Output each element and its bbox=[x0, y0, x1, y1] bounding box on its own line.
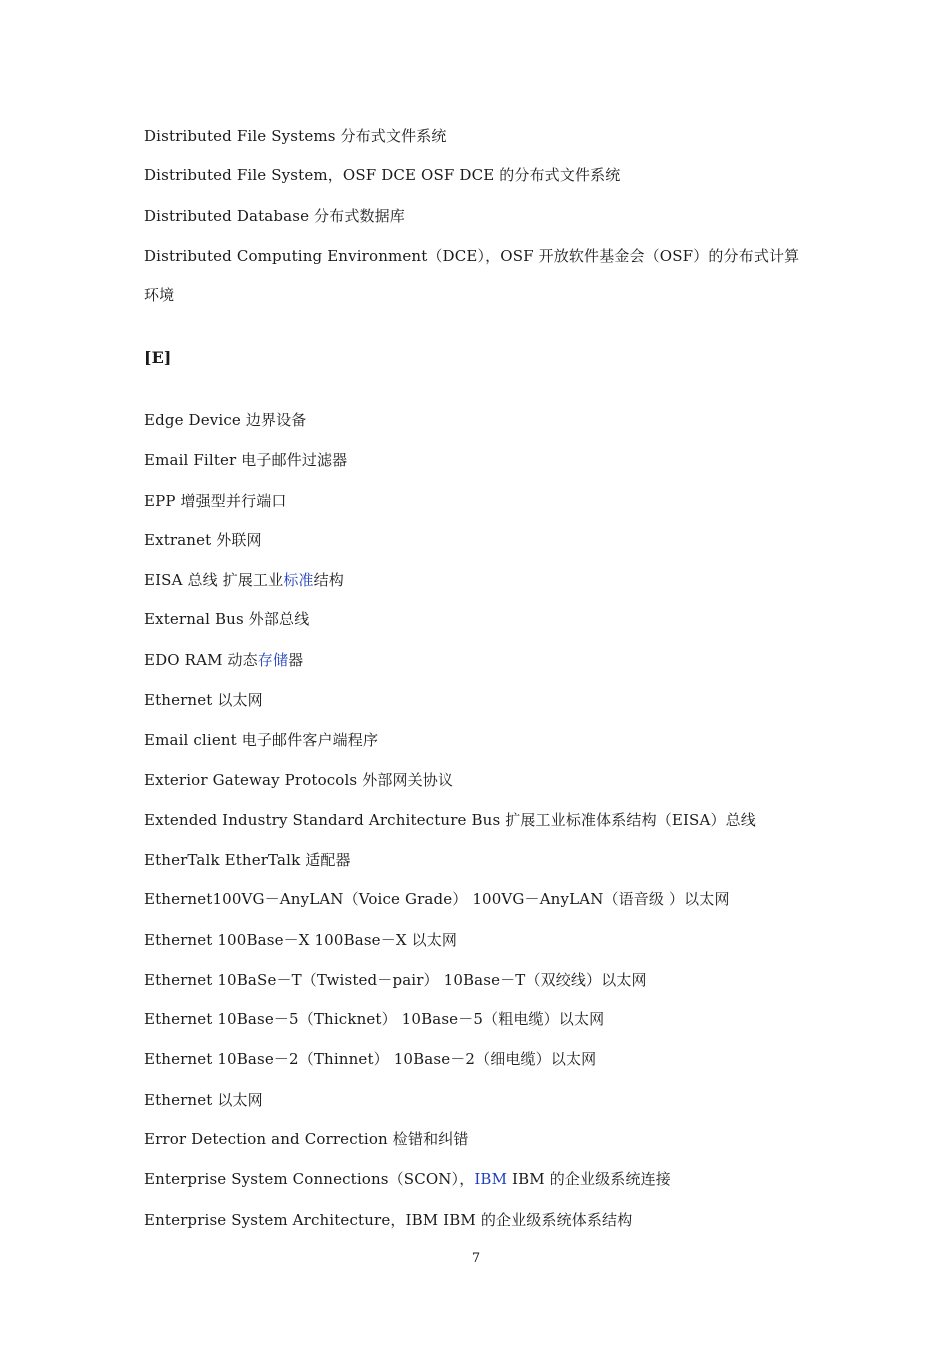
glossary-entry bbox=[144, 570, 344, 590]
hyperlink[interactable]: IBM bbox=[474, 1170, 508, 1188]
glossary-entry: EtherTalk EtherTalk 适配器 bbox=[144, 851, 351, 869]
glossary-entry: Ethernet 以太网 bbox=[144, 1091, 263, 1109]
glossary-entry: Distributed Database 分布式数据库 bbox=[144, 207, 405, 225]
hyperlink[interactable]: 存储 bbox=[257, 651, 289, 669]
glossary-entry: Distributed File System，OSF DCE OSF DCE 的分布式文件系统 bbox=[144, 166, 621, 184]
glossary-entry: Ethernet 以太网 bbox=[144, 691, 263, 709]
glossary-entry: Enterprise System Architecture，IBM IBM 的企业级系统体系结构 bbox=[144, 1211, 633, 1229]
glossary-entry: Extended Industry Standard Architecture Bus 扩展工业标准体系结构（EISA）总线 bbox=[144, 811, 756, 829]
glossary-entry: Ethernet 10Base－5（Thicknet） 10Base－5（粗电缆）以太网 bbox=[144, 1010, 605, 1028]
page-number: 7 bbox=[471, 1251, 481, 1266]
glossary-entry: Ethernet100VG－AnyLAN（Voice Grade） 100VG－AnyLAN（语音级 ）以太网 bbox=[144, 890, 730, 908]
glossary-entry-continuation: 环境 bbox=[144, 286, 175, 304]
glossary-entry: Exterior Gateway Protocols 外部网关协议 bbox=[144, 771, 454, 789]
glossary-entry: Edge Device 边界设备 bbox=[144, 411, 307, 429]
glossary-entry: External Bus 外部总线 bbox=[144, 610, 310, 628]
glossary-entry: Email Filter 电子邮件过滤器 bbox=[144, 451, 348, 469]
entry-text: EISA 总线 扩展工业 bbox=[144, 571, 284, 589]
glossary-entry: Ethernet 10Base－2（Thinnet） 10Base－2（细电缆）以太网 bbox=[144, 1050, 597, 1068]
entry-text: Enterprise System Connections（SCON）， bbox=[144, 1170, 475, 1188]
hyperlink[interactable]: 标准 bbox=[283, 571, 314, 589]
glossary-entry: Error Detection and Correction 检错和纠错 bbox=[144, 1130, 469, 1148]
glossary-entry: Extranet 外联网 bbox=[144, 531, 262, 549]
entry-text: 结构 bbox=[313, 571, 344, 589]
glossary-entry: Distributed File Systems 分布式文件系统 bbox=[144, 127, 447, 145]
glossary-entry: Ethernet 100Base－X 100Base－X 以太网 bbox=[144, 931, 458, 949]
entry-text: EDO RAM 动态 bbox=[144, 651, 258, 669]
glossary-entry bbox=[144, 1169, 671, 1189]
entry-text: 器 bbox=[288, 651, 304, 669]
glossary-entry bbox=[144, 650, 303, 670]
section-heading-e: [E] bbox=[144, 348, 172, 367]
glossary-entry: Email client 电子邮件客户端程序 bbox=[144, 731, 379, 749]
glossary-entry: EPP 增强型并行端口 bbox=[144, 492, 287, 510]
glossary-entry: Distributed Computing Environment（DCE），OSF 开放软件基金会（OSF）的分布式计算 bbox=[144, 247, 800, 265]
entry-text: IBM 的企业级系统连接 bbox=[507, 1170, 671, 1188]
glossary-entry: Ethernet 10BaSe－T（Twisted－pair） 10Base－T（双绞线）以太网 bbox=[144, 971, 647, 989]
